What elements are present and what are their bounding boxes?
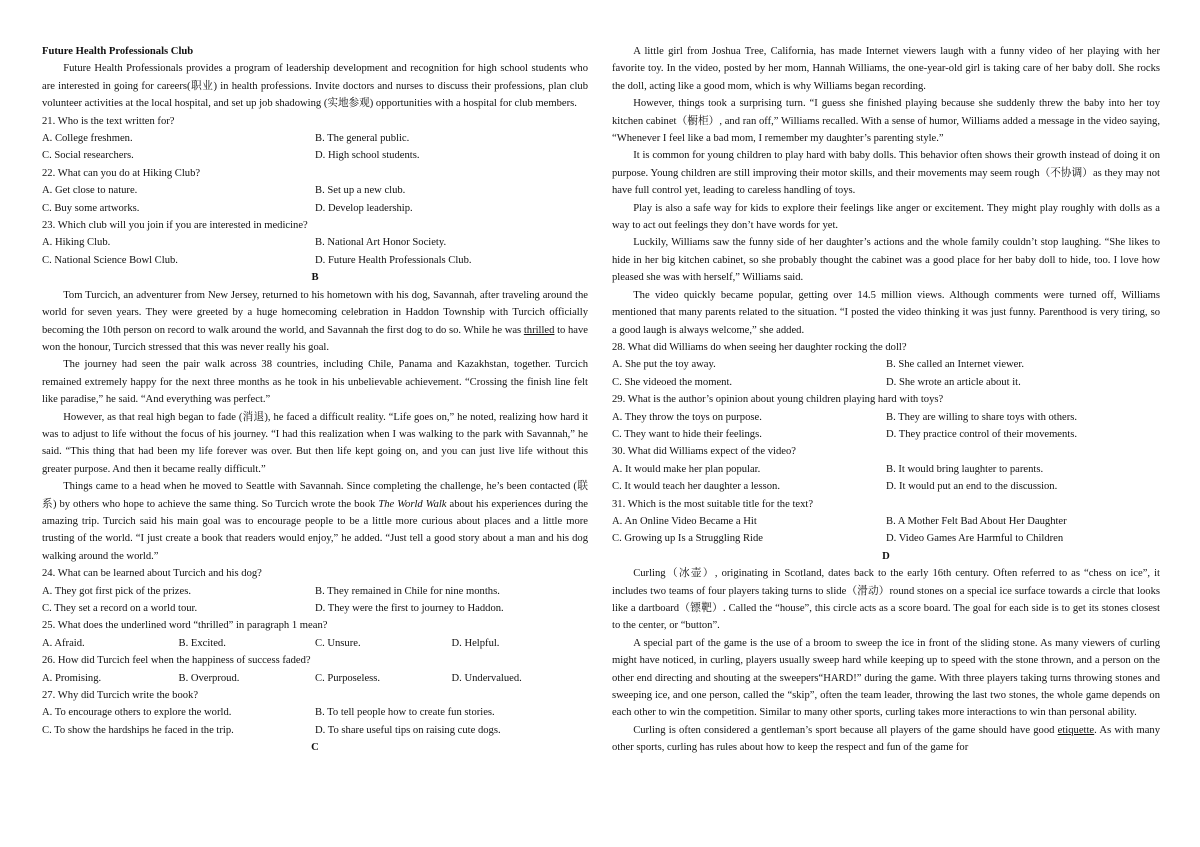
option: A. They throw the toys on purpose. [612, 411, 762, 423]
option: D. It would put an end to the discussion. [886, 481, 1058, 493]
passage-d-paragraph-3 [612, 722, 1160, 757]
option: C. She videoed the moment. [612, 376, 733, 388]
option: C. They set a record on a world tour. [42, 603, 198, 614]
passage-d-paragraph-1: Curling（冰壶）, originating in Scotland, dates back to the early 16th century. Often referred to as “chess on ice”, it includes two teams of four players taking turns to slide（滑动）round stones on a special ice surface towards a circle that looks like a dartboard（镖靶）. Called the “house”, this circle acts as a score board. The goal for each side is to get its stones closest to the center, or “button”. [612, 568, 1160, 632]
passage-c-paragraph-2: However, things took a surprising turn. “I guess she finished playing because she suddenly threw the baby into her toy kitchen cabinet（橱柜）, and ran off,” Williams recalled. With a sense of humor, Williams added a message in the video saying, “Whenever I feel like a bad mom, I remember my daughter’s parenting style.” [612, 98, 1160, 145]
passage-b-paragraph-1 [42, 287, 588, 357]
option: D. She wrote an article about it. [886, 376, 1021, 388]
option: C. Growing up Is a Struggling Ride [612, 533, 763, 545]
text: Curling is often considered a gentleman’s sport because all players of the game should have good [633, 724, 1058, 736]
question-27-options [42, 704, 588, 739]
question-22-options [42, 182, 588, 217]
option: D. Helpful. [451, 637, 500, 649]
question-22: 22. What can you do at Hiking Club? [42, 167, 201, 179]
text: to have won the honour, Turcich stressed that this was never really his goal. [42, 324, 588, 353]
option: B. She called an Internet viewer. [886, 359, 1024, 371]
option: B. Excited. [178, 637, 226, 649]
option: A. She put the toy away. [612, 359, 716, 371]
option: B. It would bring laughter to parents. [886, 463, 1044, 475]
option: B. They remained in Chile for nine months. [315, 585, 500, 597]
question-31-options [612, 513, 1160, 548]
question-29: 29. What is the author’s opinion about young children playing hard with toys? [612, 394, 944, 406]
question-31: 31. Which is the most suitable title for the text? [612, 498, 814, 510]
option: D. Video Games Are Harmful to Children [886, 533, 1064, 545]
question-23-options [42, 234, 588, 269]
section-b-heading: B [311, 272, 319, 284]
option: A. They got first pick of the prizes. [42, 585, 191, 597]
passage-c-paragraph-5: Luckily, Williams saw the funny side of her daughter’s actions and the whole family couldn’t stop laughing. “She likes to hide in her big kitchen cabinet, so she probably thought the cabinet was a good place for her baby doll to hide, too. I love how pleased she was with herself,” Williams said. [612, 237, 1160, 284]
question-30-options [612, 461, 1160, 496]
option: D. To share useful tips on raising cute dogs. [315, 724, 501, 736]
passage-b-paragraph-3: However, as that real high began to fade (消退), he faced a difficult reality. “Life goes on,” he noted, realizing how hard it was to adjust to life without the focus of his journey. “I had this realization when I was walking to the park with Savannah,” he said. “This thing that had been my life forever was over. But then life kept going on, and you can just live life without this greater purpose. And then it became really difficult.” [42, 411, 588, 475]
underlined-word: etiquette [1057, 724, 1095, 736]
section-c-heading: C [311, 742, 319, 754]
option: B. To tell people how to create fun stories. [315, 707, 495, 719]
option: C. It would teach her daughter a lesson. [612, 481, 780, 493]
text: Tom Turcich, an adventurer from New Jersey, returned to his hometown with his dog, Savannah, after traveling around the world for seven years. They were greeted by a huge homecoming celebration in Haddon Township with Turcich officially becoming the 10th person on record to walk around the world, and Savannah the first dog to do so. While he was [42, 289, 588, 336]
section-d-heading: D [882, 550, 890, 562]
question-25-options [42, 635, 588, 652]
option: A. Hiking Club. [42, 237, 111, 249]
question-25: 25. What does the underlined word “thrilled” in paragraph 1 mean? [42, 620, 328, 632]
option: A. Afraid. [42, 637, 85, 649]
option: B. Overproud. [178, 672, 240, 684]
option: B. The general public. [315, 133, 410, 145]
passage-b-paragraph-2: The journey had seen the pair walk across 38 countries, including Chile, Panama and Kazakhstan, together. Turcich remained extremely happy for the next three months as he took in his unbelievable achievement. “Crossing the finish line felt like paradise,” he said. “And everything was perfect.” [42, 359, 588, 406]
passage-c-paragraph-6: The video quickly became popular, getting over 14.5 million views. Although comments were turned off, Williams mentioned that many parents related to the situation. “I posted the video thinking it was just funny. Parenthood is very tiring, so a good laugh is always welcome,” she added. [612, 289, 1160, 336]
option: C. Unsure. [315, 637, 361, 649]
question-21: 21. Who is the text written for? [42, 115, 175, 127]
option: D. They were the first to journey to Haddon. [315, 603, 504, 614]
passage-d-paragraph-2: A special part of the game is the use of a broom to sweep the ice in front of the sliding stone. As many viewers of curling might have noticed, in curling, players usually sweep hard while keeping up to speed with the stone thrown, and a person on the other end directing and shouting at the sweepers“HARD!” during the game. With three players taking turns throwing stones and sweeping ice, and one person, called the “skip”, often the team leader, throwing the last two stones, the whole game depends on each other to win the competition. Similar to many other sports, curling takes more interactions to win than personal ability. [612, 637, 1160, 719]
underlined-word: thrilled [523, 324, 555, 336]
option: B. They are willing to share toys with others. [886, 411, 1078, 423]
passage-c-paragraph-3: It is common for young children to play hard with baby dolls. This behavior often shows their growth instead of doing it on purpose. Young children are still improving their motor skills, and their movements may seem rough（不协调）as they may not have full control yet, leading to careless handling of toys. [612, 150, 1160, 197]
passage-c-paragraph-4: Play is also a safe way for kids to explore their feelings like anger or excitement. They might play roughly with dolls as a way to act out feelings they don’t have words for yet. [612, 202, 1160, 232]
passage-c-paragraph-1: A little girl from Joshua Tree, California, has made Internet viewers laugh with a funny video of her playing with her favorite toy. In the video, posted by her mom, Hannah Williams, the one-year-old girl is taking care of her baby doll. She rocks the doll, acting like a good mom, which is why Williams began recording. [612, 46, 1160, 92]
right-column [612, 43, 1160, 757]
question-28: 28. What did Williams do when seeing her daughter rocking the doll? [612, 341, 907, 353]
text: about his experiences during the amazing trip. Turcich said his main goal was to encourage people to be a little more curious about places and a little more trusting of the world. “I just create a book that readers would enjoy,” he added. “Just tell a good story about a man and his dog walking around the world.” [42, 498, 589, 562]
option: C. Social researchers. [42, 150, 134, 162]
text: Things came to a head when he moved to Seattle with Savannah. Since completing the challenge, he’s been contacted (联系) by others who hope to achieve the same thing. So Turcich wrote the book [42, 481, 588, 510]
option: C. Buy some artworks. [42, 202, 140, 214]
option: C. National Science Bowl Club. [42, 254, 178, 266]
text: . As with many other sports, curling has rules about how to keep the respect and fun of the game for [612, 724, 1160, 754]
option: B. National Art Honor Society. [315, 237, 447, 249]
option: B. A Mother Felt Bad About Her Daughter [886, 515, 1067, 527]
option: D. Develop leadership. [315, 202, 413, 214]
question-26: 26. How did Turcich feel when the happiness of success faded? [42, 655, 311, 667]
option: D. High school students. [315, 150, 420, 162]
option: D. Future Health Professionals Club. [315, 254, 472, 266]
passage-b-paragraph-4 [42, 478, 588, 565]
question-27: 27. Why did Turcich write the book? [42, 690, 199, 702]
question-29-options [612, 409, 1160, 444]
club-title: Future Health Professionals Club [42, 46, 194, 57]
option: C. They want to hide their feelings. [612, 428, 762, 440]
option: A. Promising. [42, 672, 102, 684]
option: C. Purposeless. [315, 672, 381, 684]
question-24-options [42, 583, 588, 618]
option: A. It would make her plan popular. [612, 463, 761, 475]
question-28-options [612, 356, 1160, 391]
question-21-options [42, 130, 588, 165]
question-23: 23. Which club will you join if you are interested in medicine? [42, 220, 308, 232]
question-30: 30. What did Williams expect of the video? [612, 446, 796, 458]
option: D. Undervalued. [451, 672, 522, 684]
left-column [42, 43, 588, 757]
option: A. College freshmen. [42, 133, 133, 145]
question-26-options [42, 670, 588, 687]
club-intro: Future Health Professionals provides a program of leadership development and recognition for high school students who are interested in going for careers(职业) in health professions. Invite doctors and nurses to discuss their professions, plan club volunteer activities at the local hospital, and set up job shadowing (实地参观) opportunities with a hospital for club members. [42, 63, 588, 110]
book-title: The World Walk [378, 498, 447, 510]
option: D. They practice control of their movements. [886, 428, 1078, 440]
question-24: 24. What can be learned about Turcich and his dog? [42, 568, 262, 580]
option: A. To encourage others to explore the world. [42, 707, 232, 719]
option: B. Set up a new club. [315, 185, 406, 197]
option: A. An Online Video Became a Hit [612, 515, 757, 527]
option: A. Get close to nature. [42, 185, 138, 197]
option: C. To show the hardships he faced in the trip. [42, 724, 234, 736]
